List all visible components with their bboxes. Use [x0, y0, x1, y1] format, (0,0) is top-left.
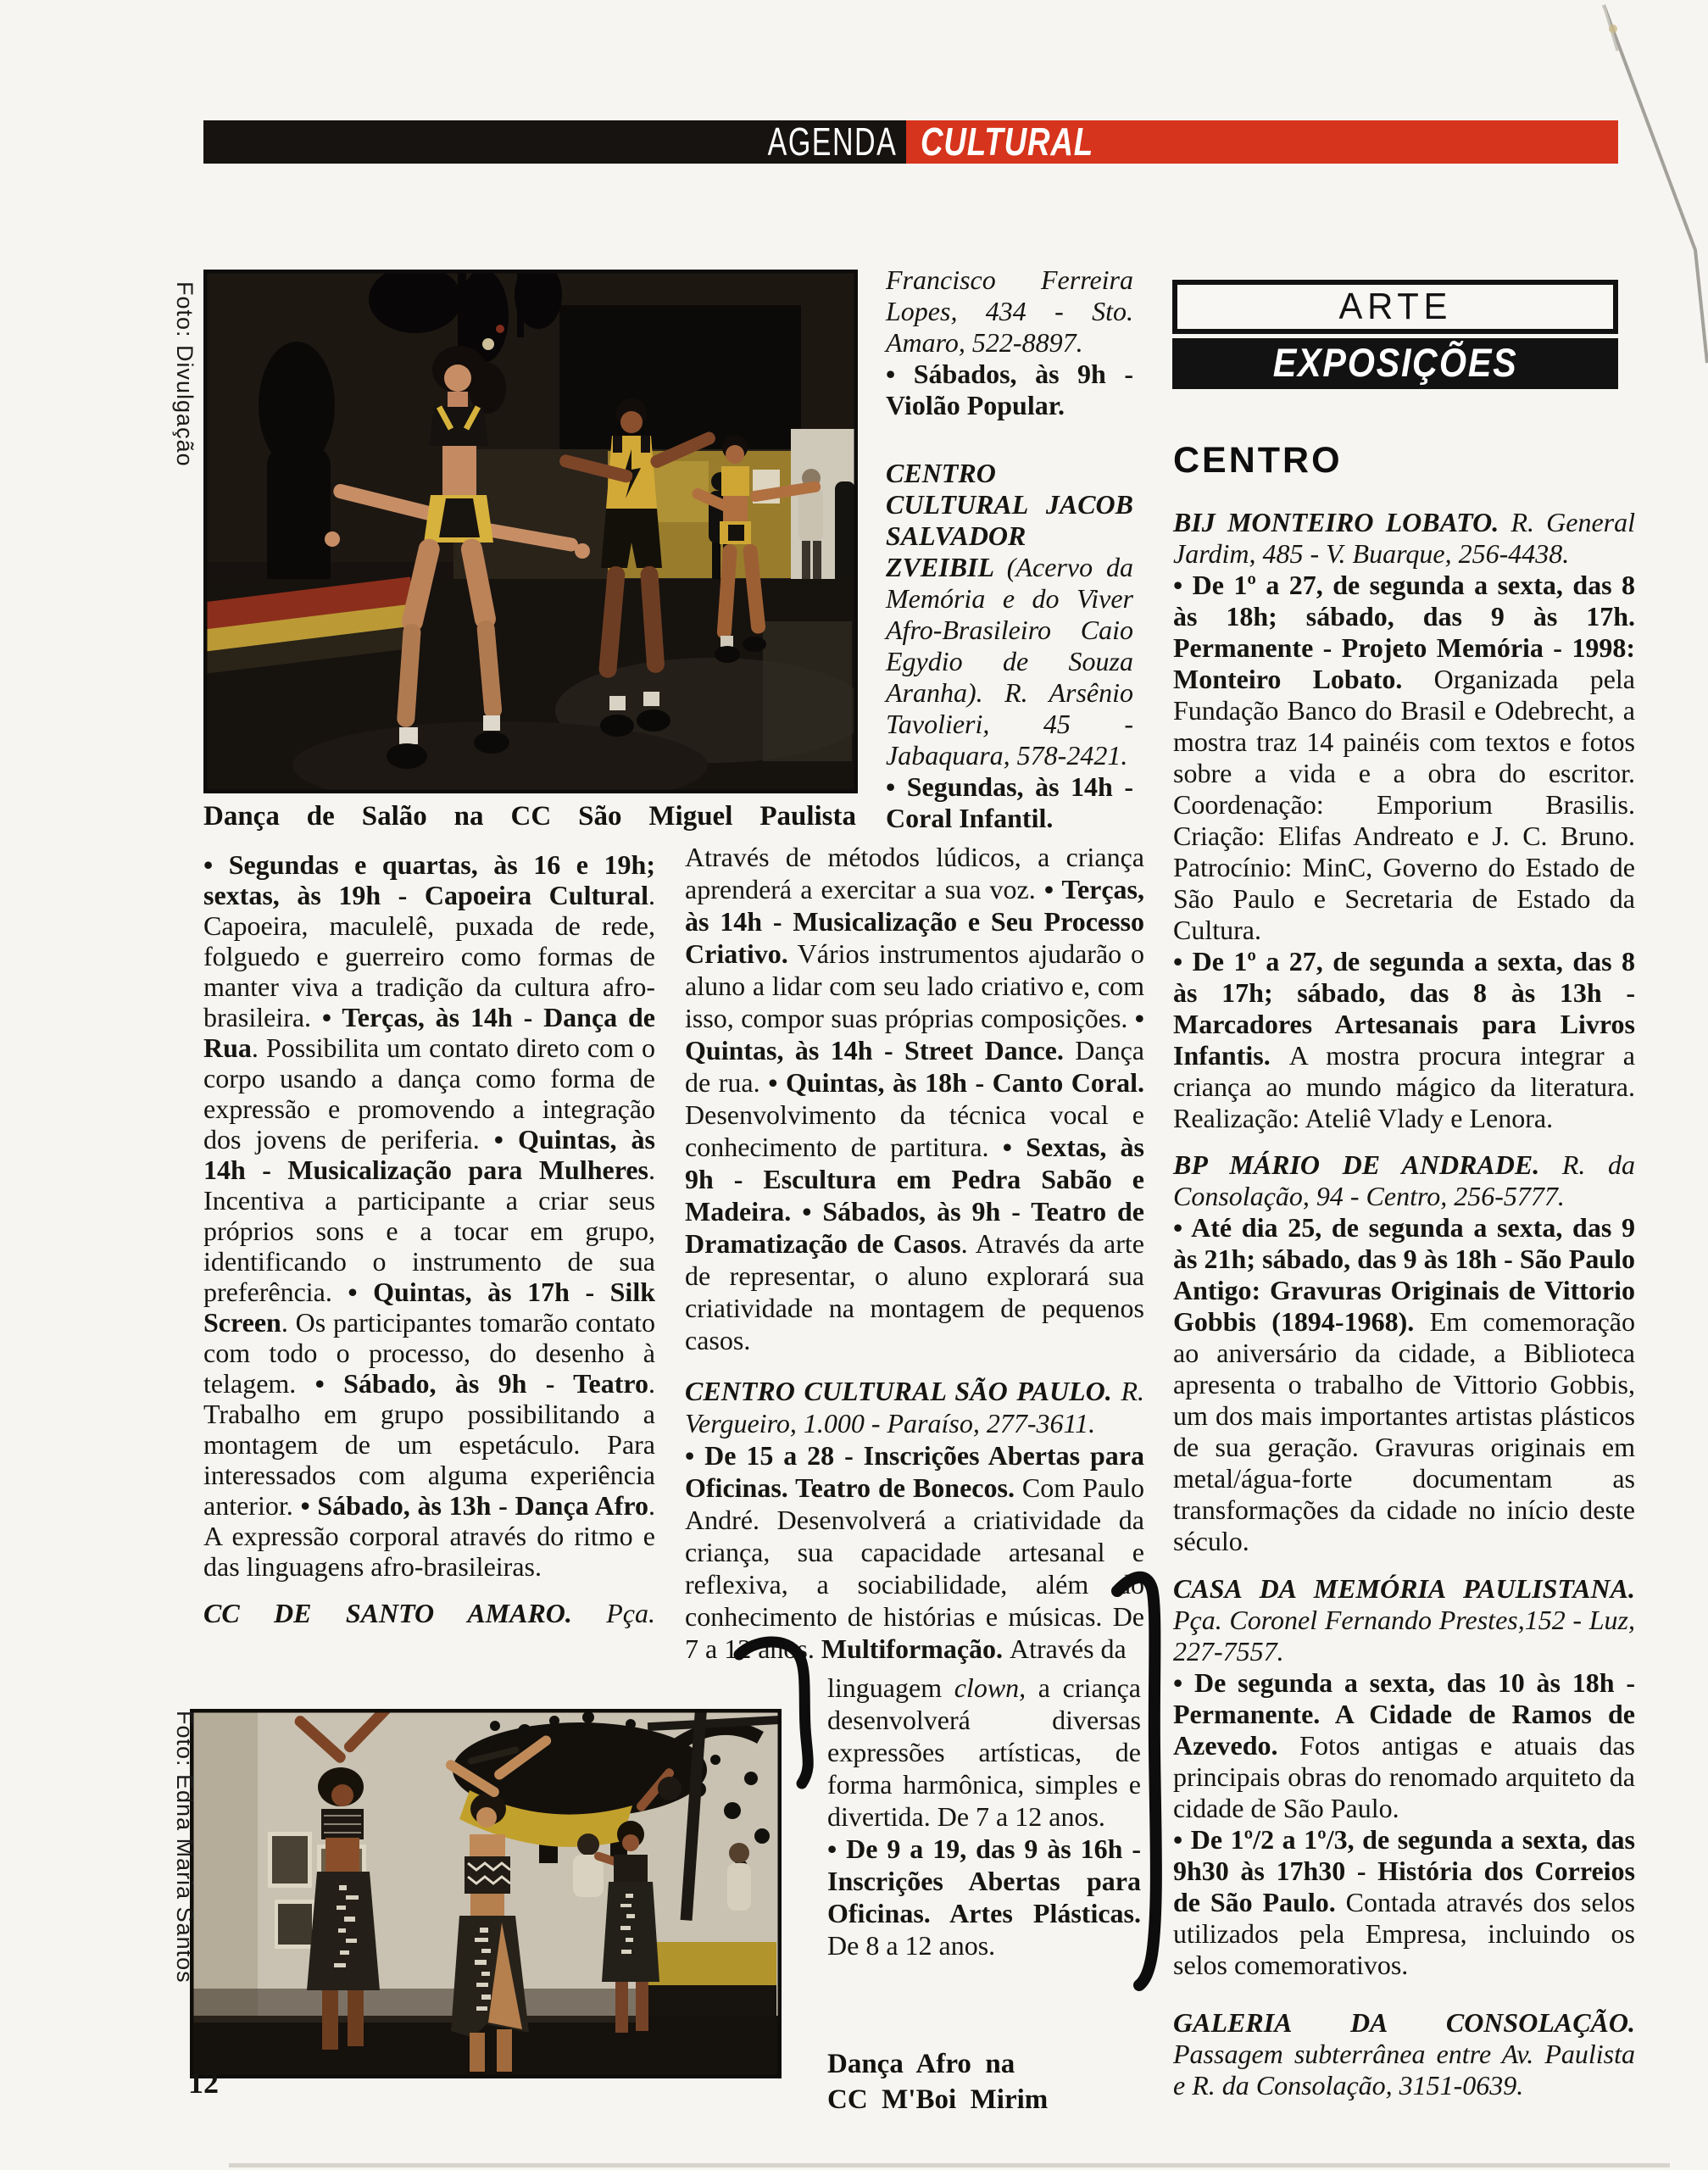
exhibit-item: • De segunda a sexta, das 10 às 18h - Permanente. A Cidade de Ramos de Azevedo. Fotos antigas e atuais das principais obras do renomado arquiteto da cidade de São Paulo.: [1173, 1667, 1635, 1823]
exhibit-item: • De 1º a 27, de segunda a sexta, das 8 às 17h; sábado, das 8 às 13h - Marcadores Artesanais para Livros Infantis. A mostra procura integrar a criança ao mundo mágico da literatura. Realização: Ateliê Vlady e Lenora.: [1173, 946, 1636, 1133]
page-curl-crease: [1534, 0, 1708, 364]
venue-header: CENTRO CULTURAL SÃO PAULO. R. Vergueiro, 1.000 - Paraíso, 277-3611.: [685, 1376, 1144, 1438]
schedule-item: • De 15 a 28 - Inscrições Abertas para Oficinas. Teatro de Bonecos. Com Paulo André. Desenvolverá a criatividade da criança, sua capacidade artesanal e reflexiva, a sociabilidade, além do conhecimento de histórias e músicas. De 7 a 12 anos. Multiformação. Através da: [685, 1440, 1145, 1664]
photo-caption-afro-line1: Dança Afro na: [827, 2049, 1015, 2079]
section-title-cultural: CULTURAL: [921, 120, 1093, 164]
venue-header: BIJ MONTEIRO LOBATO. R. General Jardim, 485 - V. Buarque, 256-4438.: [1173, 507, 1636, 569]
photo-danca-afro: [190, 1709, 782, 2078]
district-heading-centro: CENTRO: [1173, 440, 1343, 481]
schedule-item: • Sábados, às 9h - Violão Popular.: [886, 359, 1133, 420]
photo-danca-de-salao: [203, 270, 858, 793]
section-box-arte: ARTE: [1172, 280, 1618, 334]
page-number: 12: [188, 2066, 219, 2100]
exhibit-item: • De 1º a 27, de segunda a sexta, das 8 às 18h; sábado, das 9 às 17h. Permanente - Projeto Memória - 1998: Monteiro Lobato. Organizada pela Fundação Banco do Brasil e Odebrecht, a mostra traz 14 painéis com textos e fotos sobre a vida e a obra do escritor. Coordenação: Emporium Brasilis. Criação: Elifas Andreato e J. C. Bruno. Patrocínio: MinC, Governo do Estado de São Paulo e Secretaria de Estado da Cultura.: [1173, 570, 1636, 945]
ccsp-continuation: linguagem clown, a criança desenvolverá diversas expressões artísticas, de forma harmônica, simples e divertida. De 7 a 12 anos. • De 9 a 19, das 9 às 16h - Inscrições Abertas para Oficinas. Artes Plásticas. De 8 a 12 anos.: [827, 1672, 1141, 1961]
venue-casa-da-memoria: [1173, 1573, 1635, 1981]
photo-caption-salao: Dança de Salão na CC São Miguel Paulista: [203, 801, 856, 832]
venue-header: BP MÁRIO DE ANDRADE. R. da Consolação, 94 - Centro, 256-5777.: [1173, 1149, 1636, 1211]
photo-credit-divulgacao: Foto: Divulgação: [172, 281, 198, 467]
photo-credit-edna-maria-santos: Foto: Edna Maria Santos: [172, 1711, 198, 1984]
exhibit-item: • Até dia 25, de segunda a sexta, das 9 às 21h; sábado, das 9 às 18h - São Paulo Antigo: Gravuras Originais de Vittorio Gobbis (1894-1968). Em comemoração ao aniversário da cidade, a Biblioteca apresenta o trabalho de Vittorio Gobbis, um dos mais importantes artistas plásticos de sua geração. Gravuras originais em metal/água-forte documentam as transformações da cidade no início deste século.: [1173, 1212, 1635, 1556]
venue-header: CASA DA MEMÓRIA PAULISTANA. Pça. Coronel Fernando Prestes,152 - Luz, 227-7557.: [1173, 1573, 1635, 1666]
capoeira-schedule-paragraph: • Segundas e quartas, às 16 e 19h; sextas, às 19h - Capoeira Cultural. Capoeira, maculelê, puxada de rede, folguedo e guerreiro como formas de manter viva a tradição da cultura afro-brasileira. • Terças, às 14h - Dança de Rua. Possibilita um contato direto com o corpo usando a dança como forma de expressão e promovendo a integração dos jovens de periferia. • Quintas, às 14h - Musicalização para Mulheres. Incentiva a participante a criar seus próprios sons e a tocar em grupo, identificando o instrumento de sua preferência. • Quintas, às 17h - Silk Screen. Os participantes tomarão contato com todo o processo, do desenho à telagem. • Sábado, às 9h - Teatro. Trabalho em grupo possibilitando a montagem de um espetáculo. Para interessados com alguma experiência anterior. • Sábado, às 13h - Dança Afro. A expressão corporal através do ritmo e das linguagens afro-brasileiras.: [203, 849, 656, 1582]
photo-caption-afro-line2: CC M'Boi Mirim: [827, 2084, 1049, 2115]
schedule-item: • De 9 a 19, das 9 às 16h - Inscrições Abertas para Oficinas. Artes Plásticas. De 8 a 12 anos.: [827, 1833, 1141, 1961]
venue-bij-monteiro-lobato: [1173, 507, 1635, 1134]
scan-edge-shadow: [229, 2163, 1670, 2167]
venue-cc-santo-amaro: CC DE SANTO AMARO. Pça.: [203, 1598, 655, 1628]
venue-address: Francisco Ferreira Lopes, 434 - Sto. Amaro, 522-8897.: [886, 264, 1133, 358]
section-bar-exposicoes: EXPOSIÇÕES: [1172, 338, 1618, 389]
schedule-item: • Segundas, às 14h - Coral Infantil.: [886, 771, 1133, 833]
photo-caption-afro: [827, 2046, 1132, 2117]
jacob-zveibil-description: Através de métodos lúdicos, a criança aprenderá a exercitar a sua voz. • Terças, às 14h - Musicalização e Seu Processo Criativo. Vários instrumentos ajudarão o aluno a lidar com seu lado criativo e, com isso, compor suas próprias composições. • Quintas, às 14h - Street Dance. Dança de rua. • Quintas, às 18h - Canto Coral. Desenvolvimento da técnica vocal e conhecimento de partitura. • Sextas, às 9h - Escultura em Pedra Sabão e Madeira. • Sábados, às 9h - Teatro de Dramatização de Casos. Através da arte de representar, o aluno explorará sua criatividade na montagem de pequenos casos.: [685, 842, 1145, 1355]
exhibit-item: • De 1º/2 a 1º/3, de segunda a sexta, das 9h30 às 17h30 - História dos Correios de São Paulo. Contada através dos selos utilizados pela Empresa, incluindo os selos comemorativos.: [1173, 1824, 1636, 1980]
venue-ccsp: [685, 1375, 1144, 1665]
venue-jacob-zveibil: [886, 458, 1133, 834]
santo-amaro-continuation: [886, 264, 1133, 421]
venue-header: CENTRO CULTURAL JACOB SALVADOR ZVEIBIL (Acervo da Memória e do Viver Afro-Brasileiro Caio Egydio de Souza Aranha). R. Arsênio Tavolieri, 45 - Jabaquara, 578-2421.: [886, 458, 1134, 771]
venue-galeria-da-consolacao: [1173, 2007, 1635, 2101]
section-title-agenda: AGENDA: [767, 120, 897, 164]
venue-header: GALERIA DA CONSOLAÇÃO. Passagem subterrânea entre Av. Paulista e R. da Consolação, 3151-0639.: [1173, 2007, 1635, 2100]
venue-bp-mario-de-andrade: [1173, 1149, 1635, 1557]
